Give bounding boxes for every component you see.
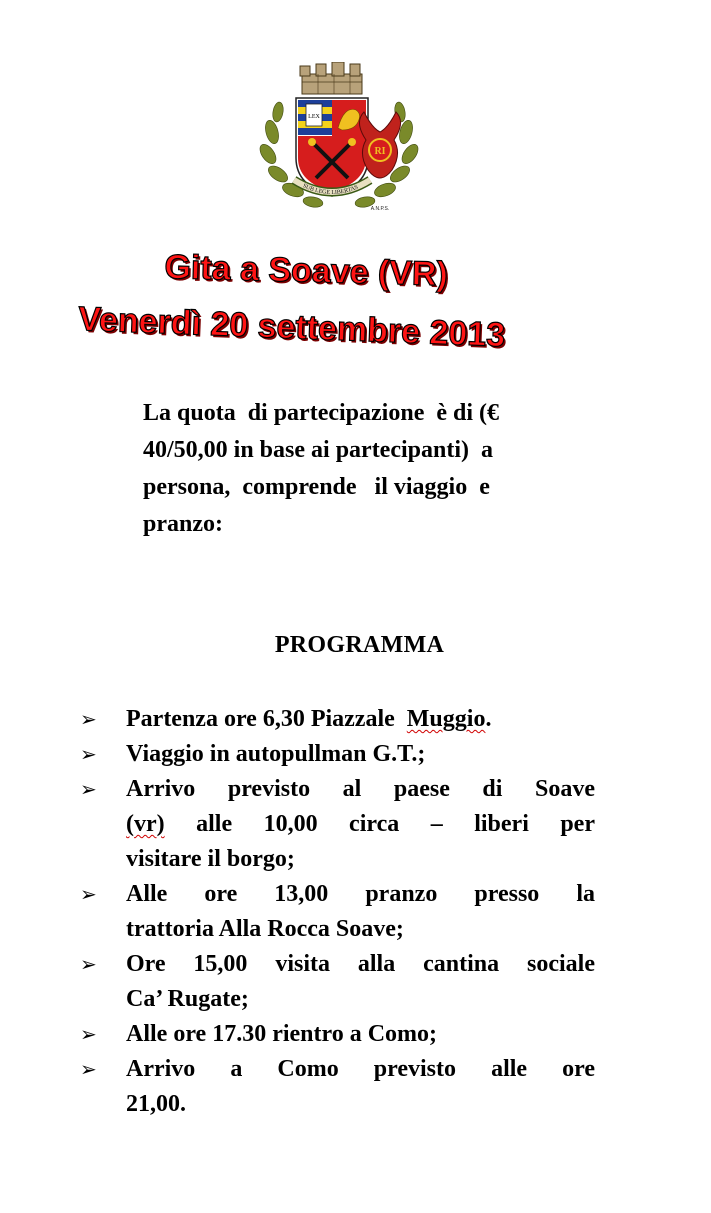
list-item-line: Alle ore 13,00 pranzo presso la <box>126 881 595 907</box>
list-item-line: Ore 15,00 visita alla cantina sociale <box>126 951 595 977</box>
arrow-bullet-icon: ➢ <box>80 1022 97 1046</box>
arrow-bullet-icon: ➢ <box>80 952 97 976</box>
list-item <box>80 702 595 737</box>
list-item-line: visitare il borgo; <box>126 846 295 872</box>
list-item-line: Alle ore 17.30 rientro a Como; <box>126 1021 438 1047</box>
spellcheck-word: Muggio <box>406 706 486 732</box>
arrow-bullet-icon: ➢ <box>80 707 97 731</box>
mural-crown-icon <box>300 62 362 94</box>
list-item <box>80 877 595 947</box>
spellcheck-word: (vr) <box>126 811 165 837</box>
title-line-2: Venerdì 20 settembre 2013 <box>77 300 506 355</box>
intro-line: 40/50,00 in base ai partecipanti) a <box>143 437 494 463</box>
svg-text:RI: RI <box>374 146 386 157</box>
title-line-1: Gita a Soave (VR) <box>164 248 449 294</box>
list-item-line: Arrivo previsto al paese di Soave <box>126 776 595 802</box>
intro-line: La quota di partecipazione è di (€ <box>143 400 500 426</box>
shield-icon <box>296 98 368 196</box>
intro-line: persona, comprende il viaggio e <box>143 474 490 500</box>
list-item-line: Ca’ Rugate; <box>126 986 249 1012</box>
svg-text:LEX: LEX <box>308 114 320 120</box>
intro-paragraph <box>143 395 583 543</box>
list-item <box>80 1052 595 1122</box>
arrow-bullet-icon: ➢ <box>80 777 97 801</box>
list-item <box>80 772 595 877</box>
list-item <box>80 947 595 1017</box>
list-item-line: trattoria Alla Rocca Soave; <box>126 916 404 942</box>
list-item-line: Partenza ore 6,30 Piazzale Muggio. <box>126 706 492 732</box>
svg-text:A.N.P.S.: A.N.P.S. <box>370 206 390 212</box>
intro-line: pranzo: <box>143 511 223 537</box>
list-item <box>80 737 595 772</box>
list-item-line: 21,00. <box>126 1091 186 1117</box>
arrow-bullet-icon: ➢ <box>80 742 97 766</box>
arrow-bullet-icon: ➢ <box>80 882 97 906</box>
program-heading: PROGRAMMA <box>274 632 445 658</box>
arrow-bullet-icon: ➢ <box>80 1057 97 1081</box>
list-item <box>80 1017 595 1052</box>
list-item-line: Viaggio in autopullman G.T.; <box>126 741 426 767</box>
program-list <box>80 702 595 1122</box>
svg-text:SUB LEGE LIBERTAS: SUB LEGE LIBERTAS <box>301 183 360 197</box>
list-item-line: Arrivo a Como previsto alle ore <box>126 1056 595 1082</box>
crest-emblem <box>258 62 420 222</box>
list-item-line: (vr) alle 10,00 circa – liberi per <box>126 811 595 837</box>
